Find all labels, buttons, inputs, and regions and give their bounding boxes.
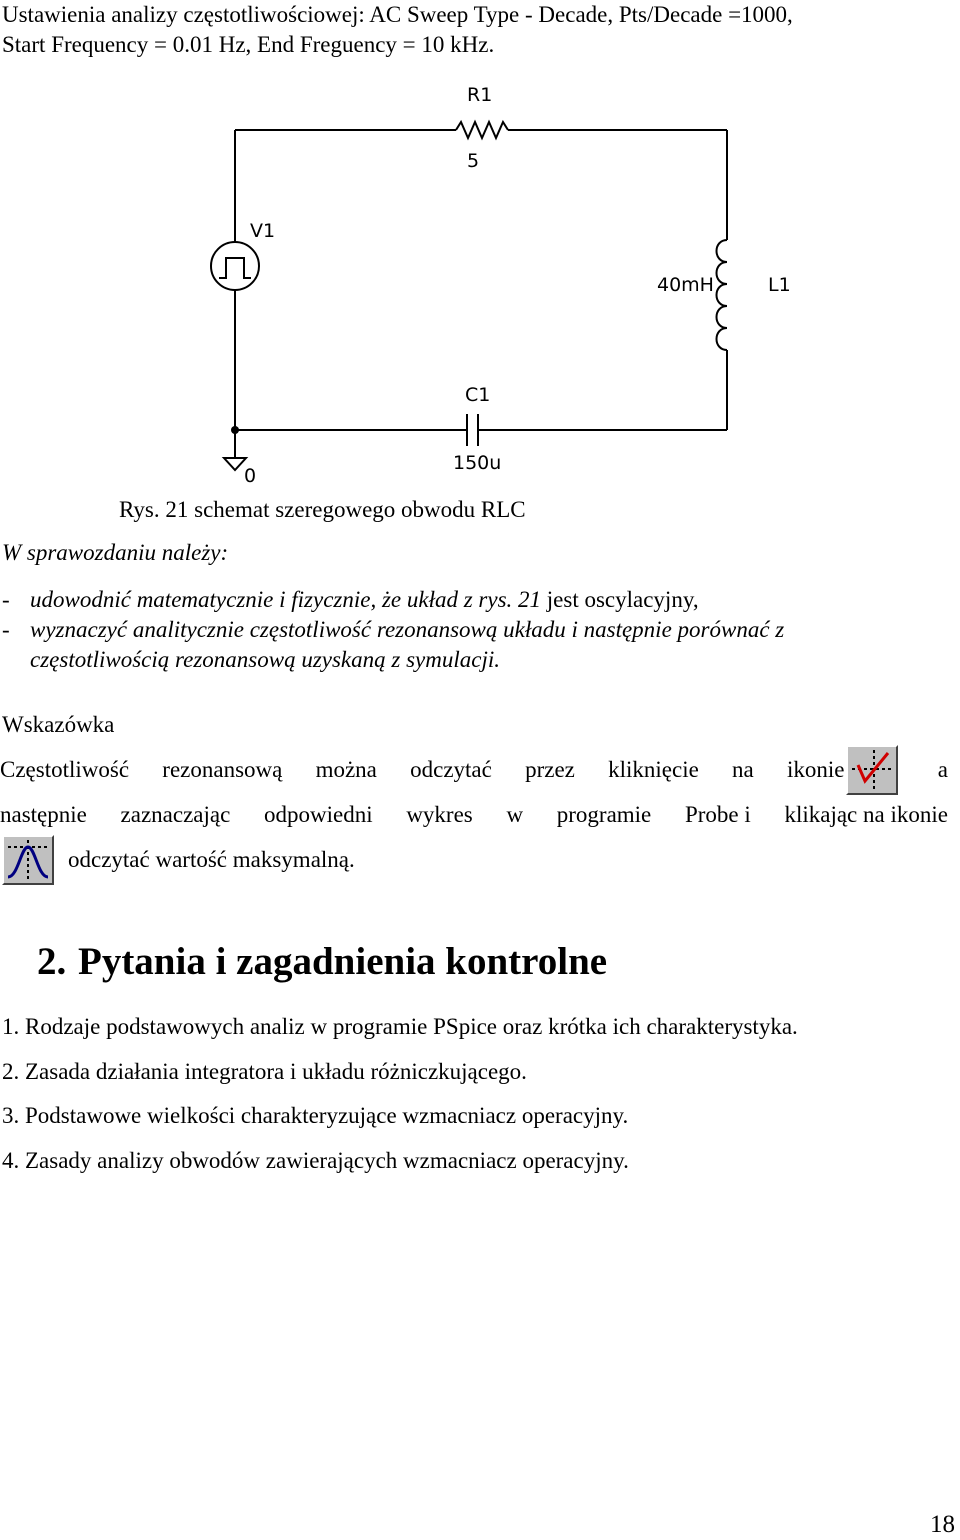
figure-caption: Rys. 21 schemat szeregowego obwodu RLC: [119, 497, 526, 522]
hint-line-1-word: rezonansową: [162, 757, 283, 782]
page-number: 18: [930, 1511, 955, 1538]
report-intro: W sprawozdaniu należy:: [2, 540, 229, 565]
question-item: 2. Zasada działania integratora i układu różniczkującego.: [2, 1059, 527, 1084]
inductor-ref-label: L1: [768, 274, 791, 296]
hint-line-2-word: w: [506, 802, 524, 827]
hint-line-2-word: zaznaczając: [120, 802, 231, 827]
hint-line-2: [0, 800, 948, 830]
cursor-peak-icon[interactable]: [2, 835, 54, 885]
hint-line-1-word: Częstotliwość: [0, 757, 130, 782]
hint-line-2-word: odpowiedni: [264, 802, 373, 827]
analysis-settings-line-2: Start Frequency = 0.01 Hz, End Freguency = 10 kHz.: [2, 32, 495, 57]
voltage-source-circle: [211, 242, 259, 290]
source-ref-label: V1: [250, 220, 276, 242]
section-number: 2.: [37, 940, 67, 983]
hint-line-1-word: można: [315, 757, 377, 782]
hint-line-1-word: ikonie: [787, 757, 845, 782]
hint-line-1: [0, 755, 948, 785]
question-item: 4. Zasady analizy obwodów zawierających wzmacniacz operacyjny.: [2, 1148, 629, 1173]
capacitor-value-label: 150u: [453, 452, 502, 474]
junction-dot: [231, 426, 239, 434]
capacitor-ref-label: C1: [465, 384, 491, 406]
toggle-cursor-icon[interactable]: [846, 745, 898, 795]
hint-title: Wskazówka: [2, 712, 115, 737]
resistor-value-label: 5: [467, 150, 480, 172]
inductor-symbol: [717, 240, 728, 350]
report-item-1-normal: jest oscylacyjny,: [541, 587, 699, 612]
hint-line-1-word: przez: [525, 757, 575, 782]
section-title: Pytania i zagadnienia kontrolne: [78, 940, 608, 983]
report-item-2-line-1: wyznaczyć analitycznie częstotliwość rezonansową układu i następnie porównać z: [30, 617, 785, 642]
report-item-2-dash: -: [2, 617, 10, 642]
hint-line-1-word: na: [732, 757, 754, 782]
resistor-ref-label: R1: [467, 84, 493, 106]
hint-line-2-word: wykres: [406, 802, 473, 827]
hint-line-3: odczytać wartość maksymalną.: [68, 847, 355, 872]
hint-line-2-word: klikając na ikonie: [784, 802, 948, 827]
hint-line-1-word: odczytać: [410, 757, 492, 782]
hint-line-1-word: kliknięcie: [608, 757, 699, 782]
hint-line-2-word: następnie: [0, 802, 87, 827]
analysis-settings-line-1: Ustawienia analizy częstotliwościowej: AC Sweep Type - Decade, Pts/Decade =1000,: [2, 2, 793, 27]
ground-symbol: [224, 458, 246, 470]
hint-line-2-word: programie: [556, 802, 652, 827]
pulse-waveform-icon: [219, 258, 251, 278]
report-item-1: [30, 585, 699, 615]
inductor-value-label: 40mH: [657, 274, 714, 296]
hint-line-1-end: a: [937, 757, 948, 782]
report-item-1-dash: -: [2, 587, 10, 612]
resistor-symbol: [456, 122, 508, 138]
hint-line-2-word: Probe i: [684, 802, 751, 827]
question-item: 1. Rodzaje podstawowych analiz w programie PSpice oraz krótka ich charakterystyka.: [2, 1014, 798, 1039]
rlc-schematic: [0, 80, 960, 500]
ground-node-label: 0: [244, 465, 257, 487]
report-item-2-line-2: częstotliwością rezonansową uzyskaną z symulacji.: [30, 647, 500, 672]
question-item: 3. Podstawowe wielkości charakteryzujące wzmacniacz operacyjny.: [2, 1103, 629, 1128]
report-item-1-italic: udowodnić matematycznie i fizycznie, że układ z rys. 21: [30, 587, 542, 612]
